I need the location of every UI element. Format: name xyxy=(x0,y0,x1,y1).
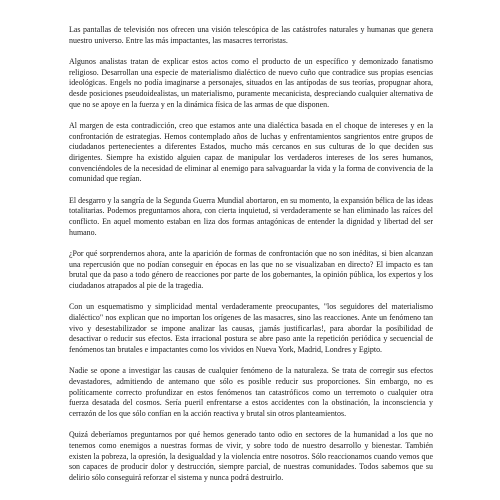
paragraph-2: Algunos analistas tratan de explicar estos actos como el producto de un específico y demonizado fanatismo religioso. Desarrollan una especie de materialismo dialéctico de nuevo cuño que contradice sus propias esencias ideológicas. Engels no podía imaginarse a personajes, situados en las antípodas de sus teorías, propugnar ahora, desde posiciones pseudoidealistas, un materialismo, puramente mecanicista, despreciando cualquier alternativa de que no se apoye en la fuerza y en la dinámica física de las armas de que disponen. xyxy=(69,57,433,109)
article-body xyxy=(69,25,433,494)
paragraph-7: Nadie se opone a investigar las causas de cualquier fenómeno de la naturaleza. Se trata de corregir sus efectos devastadores, admitiendo de antemano que sólo es posible reducir sus proporciones. Sin embargo, no es políticamente correcto profundizar en estos fenómenos tan catastróficos como un terremoto o cualquier otra fuerza desatada del cosmos. Sería pueril enfrentarse a estos accidentes con la obstinación, la inconsciencia y cerrazón de los que sólo confían en la acción reactiva y brutal sin otros planteamientos. xyxy=(69,366,433,418)
paragraph-8: Quizá deberíamos preguntarnos por qué hemos generado tanto odio en sectores de la humanidad a los que no tenemos como enemigos a nuestras formas de vivir, y sobre todo de nuestro desarrollo y bienestar. También existen la pobreza, la opresión, la desigualdad y la violencia entre nosotros. Sólo reaccionamos cuando vemos que son capaces de producir dolor y destrucción, siempre parcial, de nuestras comunidades. Todos sabemos que su delirio sólo conseguirá reforzar el sistema y nunca podrá destruirlo. xyxy=(69,430,433,482)
paragraph-3: Al margen de esta contradicción, creo que estamos ante una dialéctica basada en el choque de intereses y en la confrontación de estrategias. Hemos contemplado años de luchas y enfrentamientos sangrientos entre grupos de ciudadanos pertenecientes a diferentes Estados, mucho más cercanos en sus culturas de lo que deciden sus dirigentes. Siempre ha existido alguien capaz de manipular los verdaderos intereses de los seres humanos, convenciéndoles de la necesidad de eliminar al enemigo para salvaguardar la vida y la forma de convivencia de la comunidad que regían. xyxy=(69,121,433,184)
paragraph-4: El desgarro y la sangría de la Segunda Guerra Mundial abortaron, en su momento, la expansión bélica de las ideas totalitarias. Podemos preguntarnos ahora, con cierta inquietud, si verdaderamente se han eliminado las raíces del conflicto. En aquel momento estaban en liza dos formas antagónicas de entender la dignidad y libertad del ser humano. xyxy=(69,195,433,237)
paragraph-5: ¿Por qué sorprendernos ahora, ante la aparición de formas de confrontación que no son inéditas, si bien alcanzan una repercusión que no podían conseguir en épocas en las que no se visualizaban en directo? El impacto es tan brutal que da paso a todo género de reacciones por parte de los gobernantes, la opinión pública, los expertos y los ciudadanos atrapados al pie de la tragedia. xyxy=(69,249,433,290)
paragraph-1: Las pantallas de televisión nos ofrecen una visión telescópica de las catástrofes naturales y humanas que genera nuestro universo. Entre las más impactantes, las masacres terroristas. xyxy=(69,25,433,45)
paragraph-6: Con un esquematismo y simplicidad mental verdaderamente preocupantes, "los seguidores del materialismo dialéctico" nos explican que no importan los orígenes de las masacres, sino las reacciones. Ante un fenómeno tan vivo y desestabilizador se impone analizar las causas, ¡jamás justificarlas!, para abordar la posibilidad de desactivar o reducir sus efectos. Esta irracional postura se abre paso ante la repetición periódica y secuencial de fenómenos tan brutales e impactantes como los vividos en Nueva York, Madrid, Londres y Egipto. xyxy=(69,302,433,354)
